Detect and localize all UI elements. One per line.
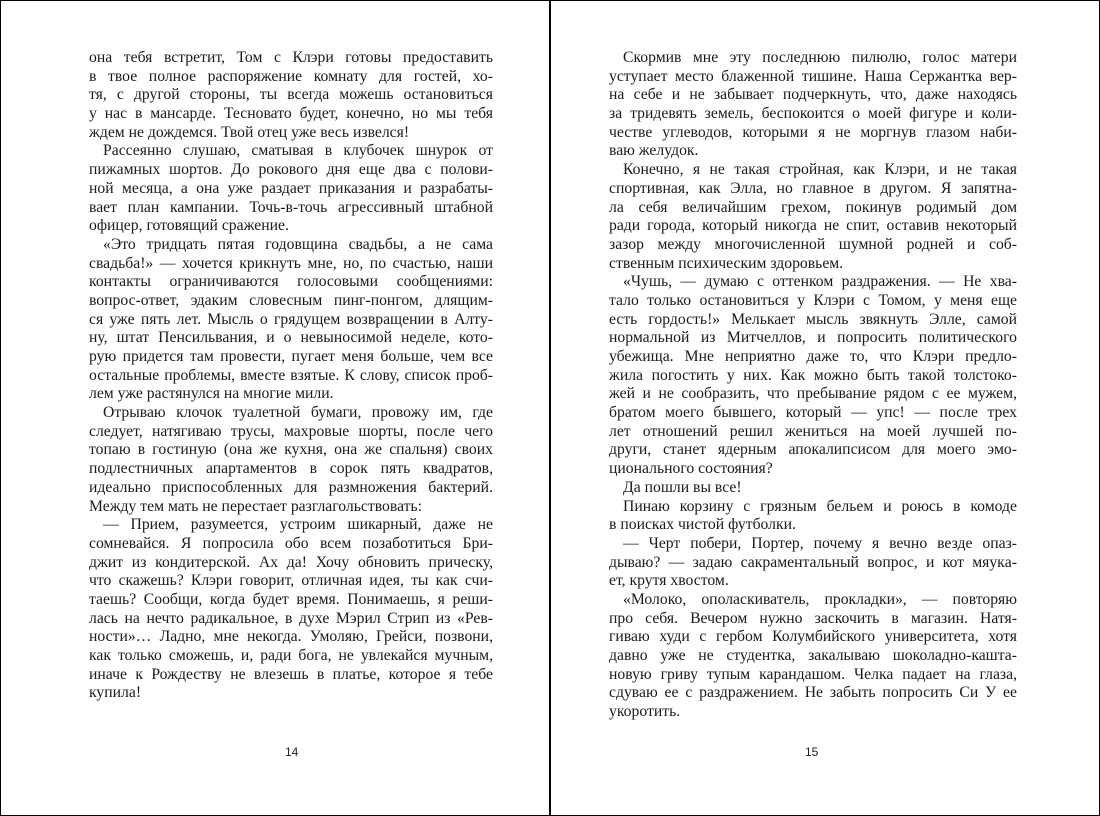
text-line: жила погостить у них. Как можно быть такой толстоко- <box>609 366 1017 384</box>
text-line: гиваю худи с гербом Колумбийского университета, хотя <box>609 628 1017 646</box>
text-line: сдуваю ее с раздражением. Не забыть попросить Си У ее <box>609 684 1017 702</box>
text-line: Скормив мне эту последнюю пилюлю, голос матери <box>623 49 1017 66</box>
text-line: други, станет ядерным апокалипсисом для моего эмо- <box>609 441 1017 459</box>
text-line: контакты ограничиваются голосовыми сообщениями: <box>89 273 493 291</box>
text-line: свадьба!» — хочется крикнуть мне, но, по счастью, наши <box>89 254 493 272</box>
page-number-left: 14 <box>285 745 299 759</box>
text-line: спортивная, как Элла, но главное в другом. Я запятна- <box>609 179 1017 197</box>
text-line: про себя. Вечером нужно заскочить в магазин. Натя- <box>609 609 1017 627</box>
text-line: ждем не дождемся. Твой отец уже весь извелся! <box>89 123 410 141</box>
text-line: офицер, готовящий сражение. <box>89 217 289 235</box>
text-line: за тридевять земель, беспокоится о моей фигуре и коли- <box>609 105 1017 123</box>
left-page-text <box>89 49 493 703</box>
text-line: ваю желудок. <box>609 142 699 160</box>
text-line: жей и не сообразить, что пребывание рядом с ее мужем, <box>609 385 1017 403</box>
text-line: — Черт побери, Портер, почему я вечно везде опаз- <box>623 534 1017 552</box>
text-line: ной месяца, а она уже раздает приказания и разрабаты- <box>89 179 493 197</box>
text-line: как только сможешь, и, ради бога, не увлекайся мучным, <box>89 647 493 664</box>
text-line: Конечно, я не такая стройная, как Клэри, и не такая <box>623 161 1017 179</box>
text-line: ет, крутя хвостом. <box>609 572 729 590</box>
text-line: таешь? Сообщи, когда будет время. Понимаешь, я реши- <box>89 590 493 608</box>
text-line: ционального состояния? <box>609 460 773 478</box>
text-line: в поисках чистой футболки. <box>609 516 796 534</box>
text-line: ну, штат Пенсильвания, и о невыносимой неделе, кото- <box>89 329 493 347</box>
text-line: убежища. Мне неприятно даже то, что Клэри предло- <box>609 348 1017 365</box>
text-line: вопрос-ответ, эдаким словесным пинг-понгом, длящим- <box>89 291 493 309</box>
text-line: новую гриву тупым карандашом. Челка падает на глаза, <box>609 665 1017 683</box>
text-line: Отрываю клочок туалетной бумаги, провожу им, где <box>103 404 493 422</box>
text-line: купила! <box>89 684 142 702</box>
text-line: братом моего бывшего, который — упс! — после трех <box>609 404 1017 422</box>
text-line: зазор между многочисленной шумной родней и соб- <box>609 235 1017 253</box>
text-line: джит из кондитерской. Ах да! Хочу обновить прическу, <box>89 553 493 571</box>
text-line: сомневайся. Я попросила обо всем позаботиться Бри- <box>89 534 493 552</box>
text-line: Да пошли вы все! <box>623 478 742 496</box>
text-line: «Чушь, — думаю с оттенком раздражения. — Не хва- <box>623 273 1017 291</box>
text-line: она тебя встретит, Том с Клэри готовы предоставить <box>89 49 493 66</box>
right-page <box>551 1 1099 815</box>
text-line: рую придется там провести, пугает меня больше, чем все <box>89 348 493 365</box>
left-page <box>1 1 549 815</box>
text-line: иначе к Рождеству не влезешь в платье, которое я тебе <box>89 665 493 683</box>
right-page-text <box>609 49 1017 722</box>
text-line: — Прием, разумеется, устроим шикарный, даже не <box>103 516 493 534</box>
text-line: в твое полное распоряжение комнату для гостей, хо- <box>89 67 493 85</box>
text-line: пижамных шортов. До рокового дня еще два с полови- <box>89 161 493 179</box>
text-line: тя, с другой стороны, ты всегда можешь остановиться <box>89 86 493 104</box>
text-line: топаю в гостиную (она же кухня, она же спальня) своих <box>89 441 493 459</box>
text-line: Между тем мать не перестает разглагольствовать: <box>89 497 422 515</box>
text-line: следует, натягиваю трусы, махровые шорты, после чего <box>89 422 493 440</box>
text-line: честве углеводов, которыми я не моргнув глазом наби- <box>609 123 1017 141</box>
text-line: ности»… Ладно, мне некогда. Умоляю, Грейси, позвони, <box>89 628 493 646</box>
text-line: идеально приспособленных для размножения бактерий. <box>89 478 493 496</box>
text-line: уступает место блаженной тишине. Наша Сержантка вер- <box>609 67 1017 85</box>
text-line: остальные проблемы, вместе взятые. К слову, список проб- <box>89 366 493 384</box>
text-line: что скажешь? Клэри говорит, отличная идея, ты как счи- <box>89 572 493 590</box>
text-line: «Это тридцать пятая годовщина свадьбы, а не сама <box>103 235 493 253</box>
text-line: Рассеянно слушаю, сматывая в клубочек шнурок от <box>103 142 493 160</box>
page-number-right: 15 <box>805 745 819 759</box>
text-line: у нас в мансарде. Тесновато будет, конечно, но мы тебя <box>89 105 493 123</box>
text-line: подлестничных апартаментов в сорок пять квадратов, <box>89 460 493 478</box>
text-line: ла себя величайшим грехом, покинув родимый дом <box>609 198 1017 216</box>
text-line: «Молоко, ополаскиватель, прокладки», — повторяю <box>623 590 1017 608</box>
text-line: ради города, который никогда не спит, оставив некоторый <box>609 217 1017 235</box>
text-line: лет отношений решил жениться на моей лучшей по- <box>609 422 1017 440</box>
text-line: ся уже пять лет. Мысль о грядущем возвращении в Алту- <box>89 310 493 328</box>
text-line: тало только остановиться у Клэри с Томом, у меня еще <box>609 291 1017 309</box>
text-line: давно уже не студентка, закалываю шоколадно-кашта- <box>609 647 1017 664</box>
text-line: дываю? — задаю сакраментальный вопрос, и кот мяукa- <box>609 553 1017 571</box>
text-line: на себе и не забывает подчеркнуть, что, даже находясь <box>609 86 1017 104</box>
text-line: лем уже растянулся на многие мили. <box>89 385 334 403</box>
text-line: вает план кампании. Точь-в-точь агрессивный штабной <box>89 198 493 216</box>
text-line: нормальной из Митчеллов, и попросить политического <box>609 329 1017 347</box>
text-line: Пинаю корзину с грязным бельем и роюсь в комоде <box>623 497 1017 515</box>
text-line: есть гордость!» Мелькает мысль звякнуть Элле, самой <box>609 310 1017 328</box>
text-line: лась на нечто радикальное, в духе Мэрил Стрип из «Рев- <box>89 609 493 627</box>
text-line: укоротить. <box>609 703 681 721</box>
text-line: ственным психическим здоровьем. <box>609 254 844 272</box>
